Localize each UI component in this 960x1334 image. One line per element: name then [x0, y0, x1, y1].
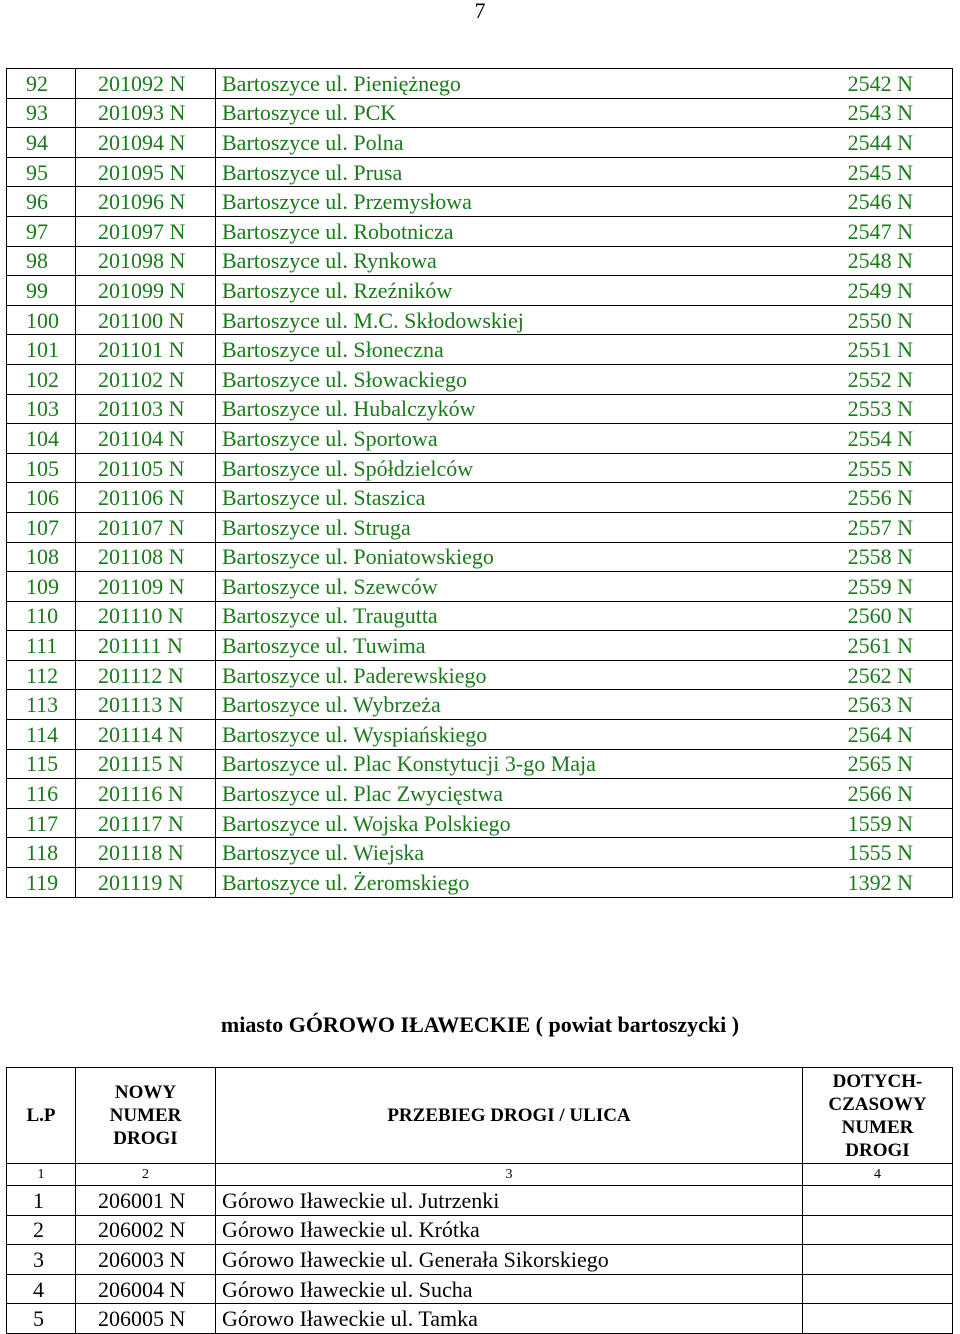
table-row	[7, 483, 953, 513]
new-number-cell: 201107 N	[76, 512, 216, 542]
lp-cell: 115	[7, 749, 76, 779]
route-cell: Bartoszyce ul. Traugutta	[216, 601, 703, 631]
table-row	[7, 246, 953, 276]
route-cell: Bartoszyce ul. Poniatowskiego	[216, 542, 703, 572]
old-number-cell: 2563 N	[703, 690, 953, 720]
roads-table-gorowo	[6, 1067, 953, 1334]
table-row	[7, 1245, 953, 1275]
lp-cell: 112	[7, 660, 76, 690]
new-number-cell: 201106 N	[76, 483, 216, 513]
section-heading: miasto GÓROWO IŁAWECKIE ( powiat bartoszycki )	[220, 1012, 740, 1037]
roads-table-bartoszyce	[6, 68, 953, 898]
route-cell: Bartoszyce ul. Rzeźników	[216, 276, 703, 306]
lp-cell: 110	[7, 601, 76, 631]
header-route: PRZEBIEG DROGI / ULICA	[216, 1068, 803, 1164]
route-cell: Bartoszyce ul. Tuwima	[216, 631, 703, 661]
route-cell: Bartoszyce ul. Przemysłowa	[216, 187, 703, 217]
route-cell: Bartoszyce ul. PCK	[216, 98, 703, 128]
route-cell: Bartoszyce ul. Plac Konstytucji 3-go Maja	[216, 749, 703, 779]
lp-cell: 92	[7, 69, 76, 99]
old-number-cell: 2547 N	[703, 216, 953, 246]
table-row	[7, 779, 953, 809]
new-number-cell: 201100 N	[76, 305, 216, 335]
table-row	[7, 1186, 953, 1216]
table-row	[7, 305, 953, 335]
column-index: 4	[803, 1164, 953, 1186]
route-cell: Bartoszyce ul. Rynkowa	[216, 246, 703, 276]
lp-cell: 5	[7, 1304, 76, 1334]
old-number-cell: 2564 N	[703, 720, 953, 750]
header-row	[7, 1068, 953, 1164]
old-number-cell	[803, 1215, 953, 1245]
old-number-cell: 2562 N	[703, 660, 953, 690]
route-cell: Bartoszyce ul. Pieniężnego	[216, 69, 703, 99]
new-number-cell: 201116 N	[76, 779, 216, 809]
route-cell: Bartoszyce ul. Polna	[216, 128, 703, 158]
table-row	[7, 749, 953, 779]
lp-cell: 119	[7, 868, 76, 898]
header-new-number-line: NUMER	[109, 1105, 182, 1126]
route-cell: Górowo Iławeckie ul. Generała Sikorskiego	[216, 1245, 803, 1275]
old-number-cell: 2548 N	[703, 246, 953, 276]
route-cell: Bartoszyce ul. Wyspiańskiego	[216, 720, 703, 750]
header-old-number-line: CZASOWY	[828, 1093, 927, 1115]
table-row	[7, 1215, 953, 1245]
table-row	[7, 364, 953, 394]
new-number-cell: 206001 N	[76, 1186, 216, 1216]
table-row	[7, 157, 953, 187]
new-number-cell: 206005 N	[76, 1304, 216, 1334]
old-number-cell: 1559 N	[703, 808, 953, 838]
new-number-cell: 201110 N	[76, 601, 216, 631]
new-number-cell: 201098 N	[76, 246, 216, 276]
table-row	[7, 453, 953, 483]
lp-cell: 108	[7, 542, 76, 572]
route-cell: Bartoszyce ul. Słoneczna	[216, 335, 703, 365]
new-number-cell: 206004 N	[76, 1274, 216, 1304]
old-number-cell	[803, 1274, 953, 1304]
old-number-cell: 2566 N	[703, 779, 953, 809]
new-number-cell: 206002 N	[76, 1215, 216, 1245]
table-row	[7, 187, 953, 217]
table-row	[7, 1274, 953, 1304]
table-row	[7, 601, 953, 631]
old-number-cell: 2561 N	[703, 631, 953, 661]
route-cell: Górowo Iławeckie ul. Sucha	[216, 1274, 803, 1304]
column-index: 1	[7, 1164, 76, 1186]
old-number-cell: 2555 N	[703, 453, 953, 483]
new-number-cell: 201102 N	[76, 364, 216, 394]
table-row	[7, 394, 953, 424]
route-cell: Bartoszyce ul. Robotnicza	[216, 216, 703, 246]
old-number-cell: 1555 N	[703, 838, 953, 868]
lp-cell: 93	[7, 98, 76, 128]
new-number-cell: 201112 N	[76, 660, 216, 690]
lp-cell: 106	[7, 483, 76, 513]
route-cell: Bartoszyce ul. Wiejska	[216, 838, 703, 868]
new-number-cell: 201118 N	[76, 838, 216, 868]
route-cell: Bartoszyce ul. Plac Zwycięstwa	[216, 779, 703, 809]
route-cell: Bartoszyce ul. M.C. Skłodowskiej	[216, 305, 703, 335]
old-number-cell	[803, 1186, 953, 1216]
header-new-number-line: NOWY	[114, 1082, 177, 1103]
new-number-cell: 201103 N	[76, 394, 216, 424]
new-number-cell: 201113 N	[76, 690, 216, 720]
lp-cell: 2	[7, 1215, 76, 1245]
new-number-cell: 201105 N	[76, 453, 216, 483]
lp-cell: 3	[7, 1245, 76, 1275]
lp-cell: 4	[7, 1274, 76, 1304]
header-new-number	[76, 1068, 216, 1164]
table-row	[7, 720, 953, 750]
table-row	[7, 690, 953, 720]
table-row	[7, 335, 953, 365]
route-cell: Bartoszyce ul. Spółdzielców	[216, 453, 703, 483]
old-number-cell: 2551 N	[703, 335, 953, 365]
lp-cell: 118	[7, 838, 76, 868]
old-number-cell: 2542 N	[703, 69, 953, 99]
route-cell: Bartoszyce ul. Sportowa	[216, 424, 703, 454]
table-row	[7, 660, 953, 690]
lp-cell: 94	[7, 128, 76, 158]
old-number-cell: 2557 N	[703, 512, 953, 542]
lp-cell: 113	[7, 690, 76, 720]
old-number-cell: 2559 N	[703, 572, 953, 602]
header-new-number-line: DROGI	[113, 1128, 178, 1149]
route-cell: Bartoszyce ul. Struga	[216, 512, 703, 542]
lp-cell: 95	[7, 157, 76, 187]
roads-table-body	[7, 1068, 953, 1334]
header-old-number	[803, 1068, 953, 1164]
lp-cell: 117	[7, 808, 76, 838]
lp-cell: 101	[7, 335, 76, 365]
route-cell: Górowo Iławeckie ul. Krótka	[216, 1215, 803, 1245]
new-number-cell: 201108 N	[76, 542, 216, 572]
lp-cell: 1	[7, 1186, 76, 1216]
new-number-cell: 201096 N	[76, 187, 216, 217]
old-number-cell	[803, 1304, 953, 1334]
route-cell: Bartoszyce ul. Wojska Polskiego	[216, 808, 703, 838]
lp-cell: 105	[7, 453, 76, 483]
column-index-row	[7, 1164, 953, 1186]
lp-cell: 96	[7, 187, 76, 217]
table-row	[7, 128, 953, 158]
lp-cell: 100	[7, 305, 76, 335]
old-number-cell: 2565 N	[703, 749, 953, 779]
new-number-cell: 201099 N	[76, 276, 216, 306]
table-row	[7, 98, 953, 128]
lp-cell: 109	[7, 572, 76, 602]
table-row	[7, 512, 953, 542]
route-cell: Bartoszyce ul. Słowackiego	[216, 364, 703, 394]
lp-cell: 98	[7, 246, 76, 276]
old-number-cell: 2552 N	[703, 364, 953, 394]
route-cell: Górowo Iławeckie ul. Jutrzenki	[216, 1186, 803, 1216]
lp-cell: 102	[7, 364, 76, 394]
new-number-cell: 201095 N	[76, 157, 216, 187]
route-cell: Bartoszyce ul. Hubalczyków	[216, 394, 703, 424]
roads-table-body	[7, 69, 953, 898]
lp-cell: 111	[7, 631, 76, 661]
new-number-cell: 201111 N	[76, 631, 216, 661]
table-row	[7, 276, 953, 306]
old-number-cell: 2558 N	[703, 542, 953, 572]
old-number-cell: 2554 N	[703, 424, 953, 454]
route-cell: Bartoszyce ul. Wybrzeża	[216, 690, 703, 720]
new-number-cell: 201093 N	[76, 98, 216, 128]
old-number-cell: 2550 N	[703, 305, 953, 335]
lp-cell: 114	[7, 720, 76, 750]
old-number-cell: 2553 N	[703, 394, 953, 424]
column-index: 3	[216, 1164, 803, 1186]
new-number-cell: 201115 N	[76, 749, 216, 779]
lp-cell: 97	[7, 216, 76, 246]
old-number-cell: 2546 N	[703, 187, 953, 217]
new-number-cell: 201119 N	[76, 868, 216, 898]
new-number-cell: 201104 N	[76, 424, 216, 454]
table-row	[7, 69, 953, 99]
table-row	[7, 542, 953, 572]
old-number-cell: 2549 N	[703, 276, 953, 306]
table-row	[7, 808, 953, 838]
old-number-cell: 2545 N	[703, 157, 953, 187]
new-number-cell: 201114 N	[76, 720, 216, 750]
table-row	[7, 572, 953, 602]
old-number-cell: 2544 N	[703, 128, 953, 158]
table-row	[7, 216, 953, 246]
route-cell: Bartoszyce ul. Prusa	[216, 157, 703, 187]
old-number-cell: 1392 N	[703, 868, 953, 898]
route-cell: Górowo Iławeckie ul. Tamka	[216, 1304, 803, 1334]
header-old-number-line: DROGI	[845, 1139, 910, 1161]
new-number-cell: 201094 N	[76, 128, 216, 158]
lp-cell: 104	[7, 424, 76, 454]
table-row	[7, 838, 953, 868]
lp-cell: 99	[7, 276, 76, 306]
old-number-cell: 2556 N	[703, 483, 953, 513]
header-old-number-line: NUMER	[841, 1116, 914, 1138]
column-index: 2	[76, 1164, 216, 1186]
table-row	[7, 1304, 953, 1334]
new-number-cell: 201101 N	[76, 335, 216, 365]
new-number-cell: 201097 N	[76, 216, 216, 246]
old-number-cell	[803, 1245, 953, 1275]
old-number-cell: 2543 N	[703, 98, 953, 128]
header-lp: L.P	[7, 1068, 76, 1164]
table-row	[7, 424, 953, 454]
old-number-cell: 2560 N	[703, 601, 953, 631]
lp-cell: 116	[7, 779, 76, 809]
new-number-cell: 201117 N	[76, 808, 216, 838]
route-cell: Bartoszyce ul. Żeromskiego	[216, 868, 703, 898]
table-row	[7, 631, 953, 661]
new-number-cell: 201092 N	[76, 69, 216, 99]
route-cell: Bartoszyce ul. Szewców	[216, 572, 703, 602]
new-number-cell: 201109 N	[76, 572, 216, 602]
page-number: 7	[474, 0, 486, 23]
new-number-cell: 206003 N	[76, 1245, 216, 1275]
table-row	[7, 868, 953, 898]
lp-cell: 103	[7, 394, 76, 424]
route-cell: Bartoszyce ul. Paderewskiego	[216, 660, 703, 690]
route-cell: Bartoszyce ul. Staszica	[216, 483, 703, 513]
header-old-number-line: DOTYCH-	[832, 1070, 923, 1092]
lp-cell: 107	[7, 512, 76, 542]
